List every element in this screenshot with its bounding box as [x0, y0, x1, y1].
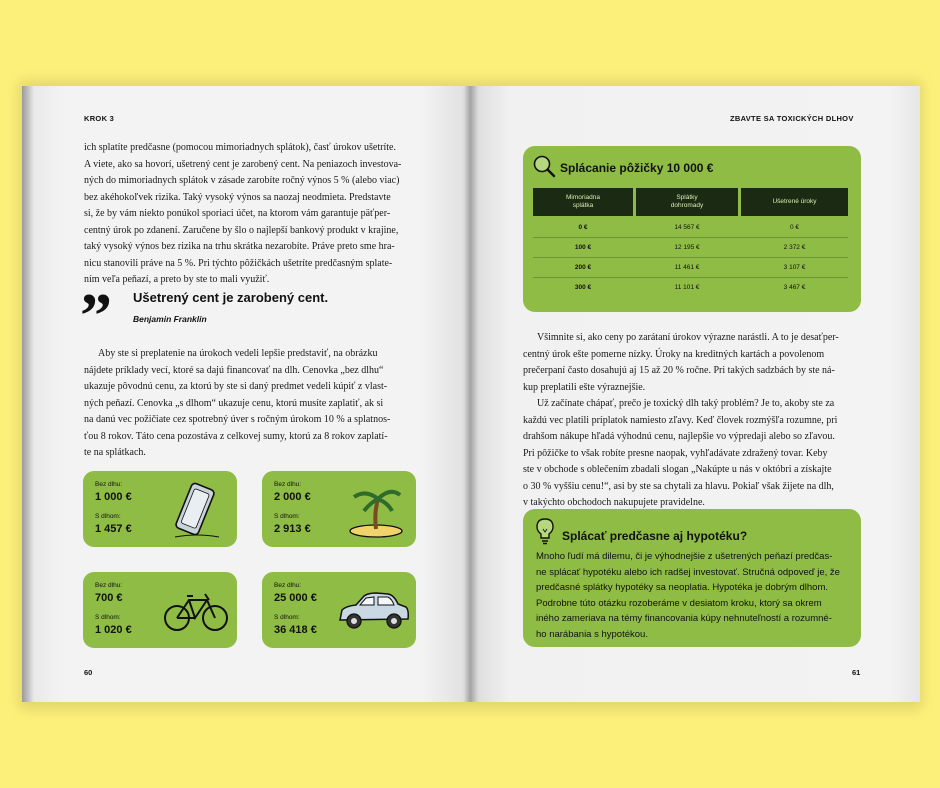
price-without-debt: 1 000 €	[95, 491, 132, 503]
price-with-debt: 1 457 €	[95, 523, 132, 535]
table-cell: 100 €	[574, 243, 592, 251]
text-line: na danú vec požičiate cez spotrebný úver s ročným úrokom 10 % a splatnos-	[84, 414, 391, 425]
text-line: Všimnite si, ako ceny po zarátaní úrokov výrazne narástli. A to je desaťper-	[537, 332, 839, 343]
text-line: centný úrok ešte pomerne nízky. Úroky na kreditných kartách a povolenom	[523, 348, 825, 360]
text-line: ním veľa peňazí, a preto by ste to mali využiť.	[84, 274, 270, 285]
price-card-car	[262, 572, 416, 648]
bicycle-icon	[163, 586, 229, 636]
text-line: iného zameriava na témy financovania kúpy nehnuteľností a rozumné-	[536, 613, 832, 624]
label-without-debt: Bez dlhu:	[274, 582, 302, 589]
text-line: ťou 8 rokov. Táto cena pozostáva z celkovej sumy, ktorú za 8 rokov zaplatí-	[84, 430, 388, 442]
table-header-saved-interest: Ušetrené úroky	[741, 188, 848, 216]
text-line: Už začínate chápať, prečo je toxický dlh taký problém? Je to, akoby ste za	[537, 398, 835, 409]
book-gutter	[464, 86, 478, 702]
text-line: bez akéhokoľvek rizika. Taký vysoký výnos sa naozaj neodmieta. Predstavte	[84, 191, 391, 203]
table-cell: 0 €	[789, 223, 800, 231]
smartphone-icon	[171, 481, 223, 541]
table-header-total-payments: Splátky dohromady	[636, 188, 738, 216]
text-line: nájdete príklady vecí, ktoré sa dajú financovať na dlh. Cenovka „bez dlhu“	[84, 364, 384, 376]
running-head-right: ZBAVTE SA TOXICKÝCH DLHOV	[730, 114, 854, 123]
loan-table-title: Splácanie pôžičky 10 000 €	[560, 161, 714, 175]
table-cell: 11 461 €	[674, 263, 700, 271]
text-line: Mnoho ľudí má dilemu, či je výhodnejšie z ušetrených peňazí predčas-	[536, 551, 833, 562]
table-cell: 3 467 €	[783, 283, 806, 291]
table-cell: 3 107 €	[783, 263, 806, 271]
price-with-debt: 1 020 €	[95, 624, 132, 636]
label-with-debt: S dlhom:	[274, 513, 300, 520]
text-line: predčasné splátky hypotéky sa neoplatia. Hypotéka je dobrým dlhom.	[536, 582, 829, 593]
price-card-vacation	[262, 471, 416, 547]
text-line: ukazuje pôvodnú cenu, za ktorú by ste si daný predmet vedeli kúpiť z vlast-	[84, 381, 388, 392]
label-with-debt: S dlhom:	[274, 614, 300, 621]
palm-island-icon	[346, 481, 406, 541]
label-without-debt: Bez dlhu:	[95, 481, 123, 488]
text-line: kup preplatili ešte výraznejšie.	[523, 381, 646, 393]
text-line: si, že by vám niekto ponúkol sporiaci účet, na ktorom vám garantuje päťper-	[84, 208, 391, 219]
text-line: v takýchto obchodoch nakupujete pravidelne.	[523, 497, 705, 508]
text-line: te na splátkach.	[84, 447, 146, 458]
label-without-debt: Bez dlhu:	[95, 582, 123, 589]
left-paragraph-2	[84, 346, 416, 462]
table-cell: 200 €	[574, 263, 592, 271]
table-cell: 12 195 €	[674, 243, 700, 251]
text-line: ho narábania s hypotékou.	[536, 628, 648, 640]
price-with-debt: 2 913 €	[274, 523, 311, 535]
table-header-extra-payment: Mimoriadna splátka	[533, 188, 633, 216]
tip-title: Splácať predčasne aj hypotéku?	[562, 529, 748, 543]
text-line: ste v obchode s oblečením zbadali slogan „Nakúpte u nás v októbri a získajte	[523, 464, 832, 475]
label-without-debt: Bez dlhu:	[274, 481, 302, 488]
price-with-debt: 36 418 €	[274, 624, 317, 636]
price-card-phone	[83, 471, 237, 547]
quote-mark-icon: ”	[80, 280, 112, 351]
tip-text	[536, 549, 854, 642]
lightbulb-icon	[535, 517, 555, 545]
left-paragraph-1	[84, 140, 416, 289]
car-icon	[336, 588, 412, 634]
label-with-debt: S dlhom:	[95, 614, 121, 621]
running-head-left: KROK 3	[84, 114, 115, 123]
text-line: Podrobne túto otázku rozoberáme v desiatom kroku, ktorý sa okrem	[536, 597, 822, 609]
pull-quote: Ušetrený cent je zarobený cent.	[133, 290, 329, 305]
right-paragraph-1	[523, 330, 863, 396]
text-line: každú vec platili príplatok namiesto zľavy. Keď človek rozmýšľa rozumne, pri	[523, 414, 838, 426]
quote-author: Benjamin Franklin	[133, 314, 207, 324]
table-cell: 14 567 €	[674, 223, 700, 231]
text-line: A viete, ako sa hovorí, ušetrený cent je zarobený cent. Na peniazoch investova-	[84, 158, 402, 170]
text-line: Aby ste si preplatenie na úrokoch vedeli lepšie predstaviť, na obrázku	[98, 348, 378, 359]
text-line: prečerpaní často dosahujú aj 15 až 20 % ročne. Pri takých sadzbách by ste ná-	[523, 365, 835, 376]
price-without-debt: 2 000 €	[274, 491, 311, 503]
table-cell: 2 372 €	[783, 243, 806, 251]
text-line: ných peňazí. Cenovka „s dlhom“ ukazuje cenu, ktorú musíte zaplatiť, ak si	[84, 397, 384, 409]
price-without-debt: 700 €	[95, 592, 123, 604]
text-line: ných do mimoriadnych splátok v zásade zarobíte ročný výnos 5 % (alebo viac)	[84, 175, 400, 186]
table-cell: 11 101 €	[674, 283, 700, 291]
price-card-bicycle	[83, 572, 237, 648]
page-number-right: 61	[852, 668, 861, 677]
page-number-left: 60	[84, 668, 93, 677]
text-line: nicu stanovili práve na 5 %. Pri týchto pôžičkách ušetríte predčasným splate-	[84, 257, 393, 269]
text-line: centný úrok po zdanení. Zaručene by šlo o najlepší bankový produkt v krajine,	[84, 224, 399, 236]
text-line: drahšom nákupe hľadá výhodnú cenu, najlepšie vo výpredaji alebo so zľavou.	[523, 431, 835, 442]
text-line: ne splácať hypotéku alebo ich radšej investovať. Stručná odpoveď je, že	[536, 566, 840, 578]
text-line: ich splatíte predčasne (pomocou mimoriadnych splátok), časť úrokov ušetríte.	[84, 142, 396, 153]
text-line: o 30 % vyššiu cenu!“, asi by ste sa chytali za hlavu. Pokiaľ však žijete na dlh,	[523, 480, 834, 492]
text-line: Pri pôžičke to však robíte presne naopak, vyhľadávate zdražený tovar. Keby	[523, 447, 828, 459]
label-with-debt: S dlhom:	[95, 513, 121, 520]
magnifier-icon	[531, 153, 557, 179]
price-without-debt: 25 000 €	[274, 592, 317, 604]
table-cell: 300 €	[574, 283, 592, 291]
table-cell: 0 €	[578, 223, 588, 231]
text-line: taký vysoký výnos bez rizika na trhu skrátka nezarobíte. Práve preto sme hra-	[84, 241, 395, 252]
right-paragraph-2	[523, 396, 863, 512]
